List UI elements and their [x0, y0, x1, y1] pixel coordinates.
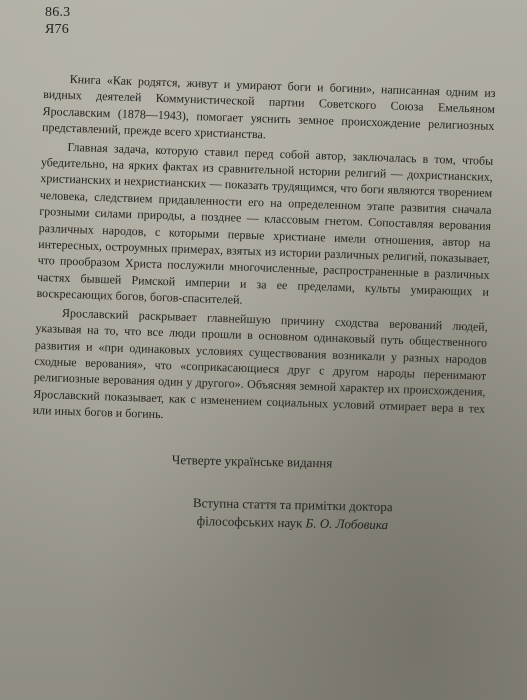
introduction-credit — [142, 493, 443, 535]
classification-index: 86.3 — [45, 5, 71, 20]
introduction-line-2-prefix: філософських наук — [196, 513, 306, 531]
library-classification-code — [45, 4, 70, 38]
annotation-paragraph-1: Книга «Как родятся, живут и умирают боги и богини», написанная одним из видных деятелей Коммунистической партии Советского Союза Емельяном Ярославским (1878—1943), помогает уяснить земное происхождение религиозных представлений, прежде всего христианства. — [41, 71, 496, 142]
author-mark: Я76 — [45, 22, 69, 37]
annotation-paragraph-3: Ярославский раскрывает главнейшую причину сходства верований людей, указывая на то, что все люди прошли в основном одинаковый путь общественного развития и «при одинаковых условиях существования возникали у разных народов сходные верования», что «соприкасающиеся друг с другом народы перенимают религиозные верования один у другого». Объясняя земной характер их происхождения, Ярославский показывает, как с изменением социальных условий отмирает вера в тех или иных богов и богинь. — [32, 305, 488, 422]
annotation-text — [32, 70, 495, 435]
introduction-line-1: Вступна стаття та примітки доктора — [192, 495, 393, 515]
introduction-author: Б. О. Лобовика — [305, 515, 389, 533]
annotation-paragraph-2: Главная задача, которую ставил перед собой автор, заключалась в том, чтобы убедительно, на ярких фактах из сравнительной истории религий — дохристианских, христианских и нехристианских — показать трудящимся, что боги являются творением человека, следствием придавленности его на определенном этапе развития сначала грозными силами природы, а позднее — классовым гнетом. Сопоставляя верования различных народов, с которыми первые христиане имели отношения, автор на интересных, остроумных примерах, взятых из истории различных религий, показывает, что прообразом Христа послужили многочисленные, распространенные в различных частях бывшей Римской империи и за ее пределами, культы умирающих и воскресающих богов, богов-спасителей. — [36, 139, 494, 307]
edition-note: Четверте українське видання — [171, 452, 333, 471]
